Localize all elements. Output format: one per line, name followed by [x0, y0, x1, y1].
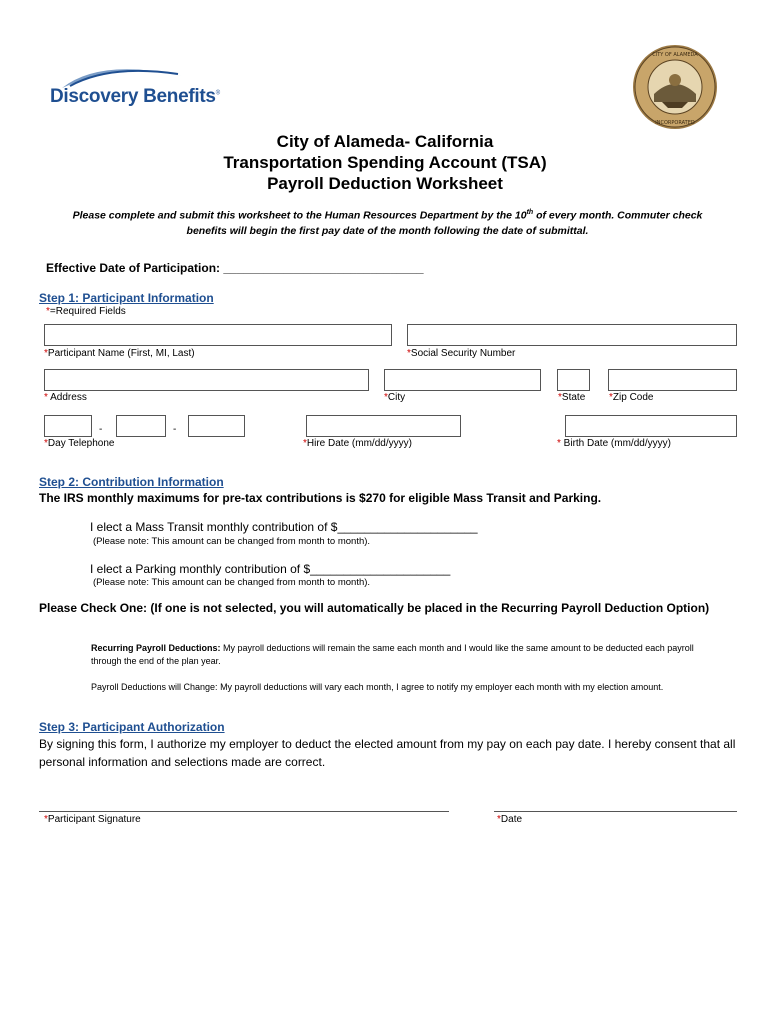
title-line-3: Payroll Deduction Worksheet — [267, 174, 503, 193]
hire-date-label: *Hire Date (mm/dd/yyyy) — [303, 438, 412, 449]
authorization-text: By signing this form, I authorize my employer to deduct the elected amount from my pay on each pay date. I hereby consent that all personal information and selections made are correct. — [39, 737, 736, 769]
zip-code-label: *Zip Code — [609, 392, 654, 403]
step1-heading: Step 1: Participant Information — [39, 291, 214, 305]
intro-text: Please complete and submit this worksheet to the Human Resources Department by the 10th of every month. Commuter check benefits will begin the first pay date of the month following the date of submittal. — [72, 209, 703, 237]
svg-text:CITY OF ALAMEDA: CITY OF ALAMEDA — [652, 52, 698, 58]
state-input[interactable] — [557, 369, 590, 391]
required-fields-note: *=Required Fields — [46, 306, 126, 317]
city-seal-icon — [632, 44, 718, 130]
participant-signature-label: *Participant Signature — [44, 814, 141, 825]
title-line-2: Transportation Spending Account (TSA) — [223, 153, 547, 172]
irs-maximum-text: The IRS monthly maximums for pre-tax contributions is $270 for eligible Mass Transit and Parking. — [39, 491, 602, 505]
parking-contribution-field[interactable]: I elect a Parking monthly contribution of $_____________________ — [90, 562, 451, 576]
svg-text:INCORPORATED: INCORPORATED — [655, 120, 695, 126]
phone-dash-2: - — [173, 424, 177, 435]
check-one-heading: Please Check One: (If one is not selected, you will automatically be placed in the Recurring Payroll Deduction Option) — [39, 601, 710, 615]
step2-heading: Step 2: Contribution Information — [39, 475, 224, 489]
discovery-benefits-logo: Discovery Benefits® — [50, 86, 220, 107]
title-line-1: City of Alameda- California — [276, 132, 494, 151]
phone-line-input[interactable] — [188, 415, 245, 437]
day-telephone-label: *Day Telephone — [44, 438, 115, 449]
address-input[interactable] — [44, 369, 369, 391]
address-label: * Address — [44, 392, 87, 403]
effective-date-field[interactable]: Effective Date of Participation: ______________________________ — [46, 261, 424, 275]
phone-dash-1: - — [99, 424, 103, 435]
mass-transit-note: (Please note: This amount can be changed from month to month). — [93, 536, 371, 547]
date-line[interactable] — [494, 811, 737, 812]
participant-name-label: *Participant Name (First, MI, Last) — [44, 348, 195, 359]
phone-area-code-input[interactable] — [44, 415, 92, 437]
step3-heading: Step 3: Participant Authorization — [39, 720, 225, 734]
ssn-input[interactable] — [407, 324, 737, 346]
ssn-label: *Social Security Number — [407, 348, 516, 359]
deductions-will-change-option[interactable]: Payroll Deductions will Change: My payroll deductions will vary each month, I agree to notify my employer each month with my election amount. — [91, 682, 664, 692]
parking-note: (Please note: This amount can be changed from month to month). — [93, 577, 371, 588]
zip-code-input[interactable] — [608, 369, 737, 391]
birth-date-label: * Birth Date (mm/dd/yyyy) — [557, 438, 671, 449]
mass-transit-contribution-field[interactable]: I elect a Mass Transit monthly contribution of $_____________________ — [90, 520, 478, 534]
birth-date-input[interactable] — [565, 415, 737, 437]
city-label: *City — [384, 392, 406, 403]
state-label: *State — [558, 392, 586, 403]
participant-name-input[interactable] — [44, 324, 392, 346]
signature-line[interactable] — [39, 811, 449, 812]
hire-date-input[interactable] — [306, 415, 461, 437]
phone-prefix-input[interactable] — [116, 415, 166, 437]
city-input[interactable] — [384, 369, 541, 391]
date-label: *Date — [497, 814, 523, 825]
recurring-deductions-option[interactable]: Recurring Payroll Deductions: My payroll deductions will remain the same each month and I would like the same amount to be deducted each payroll through the end of the plan year. — [91, 643, 694, 666]
